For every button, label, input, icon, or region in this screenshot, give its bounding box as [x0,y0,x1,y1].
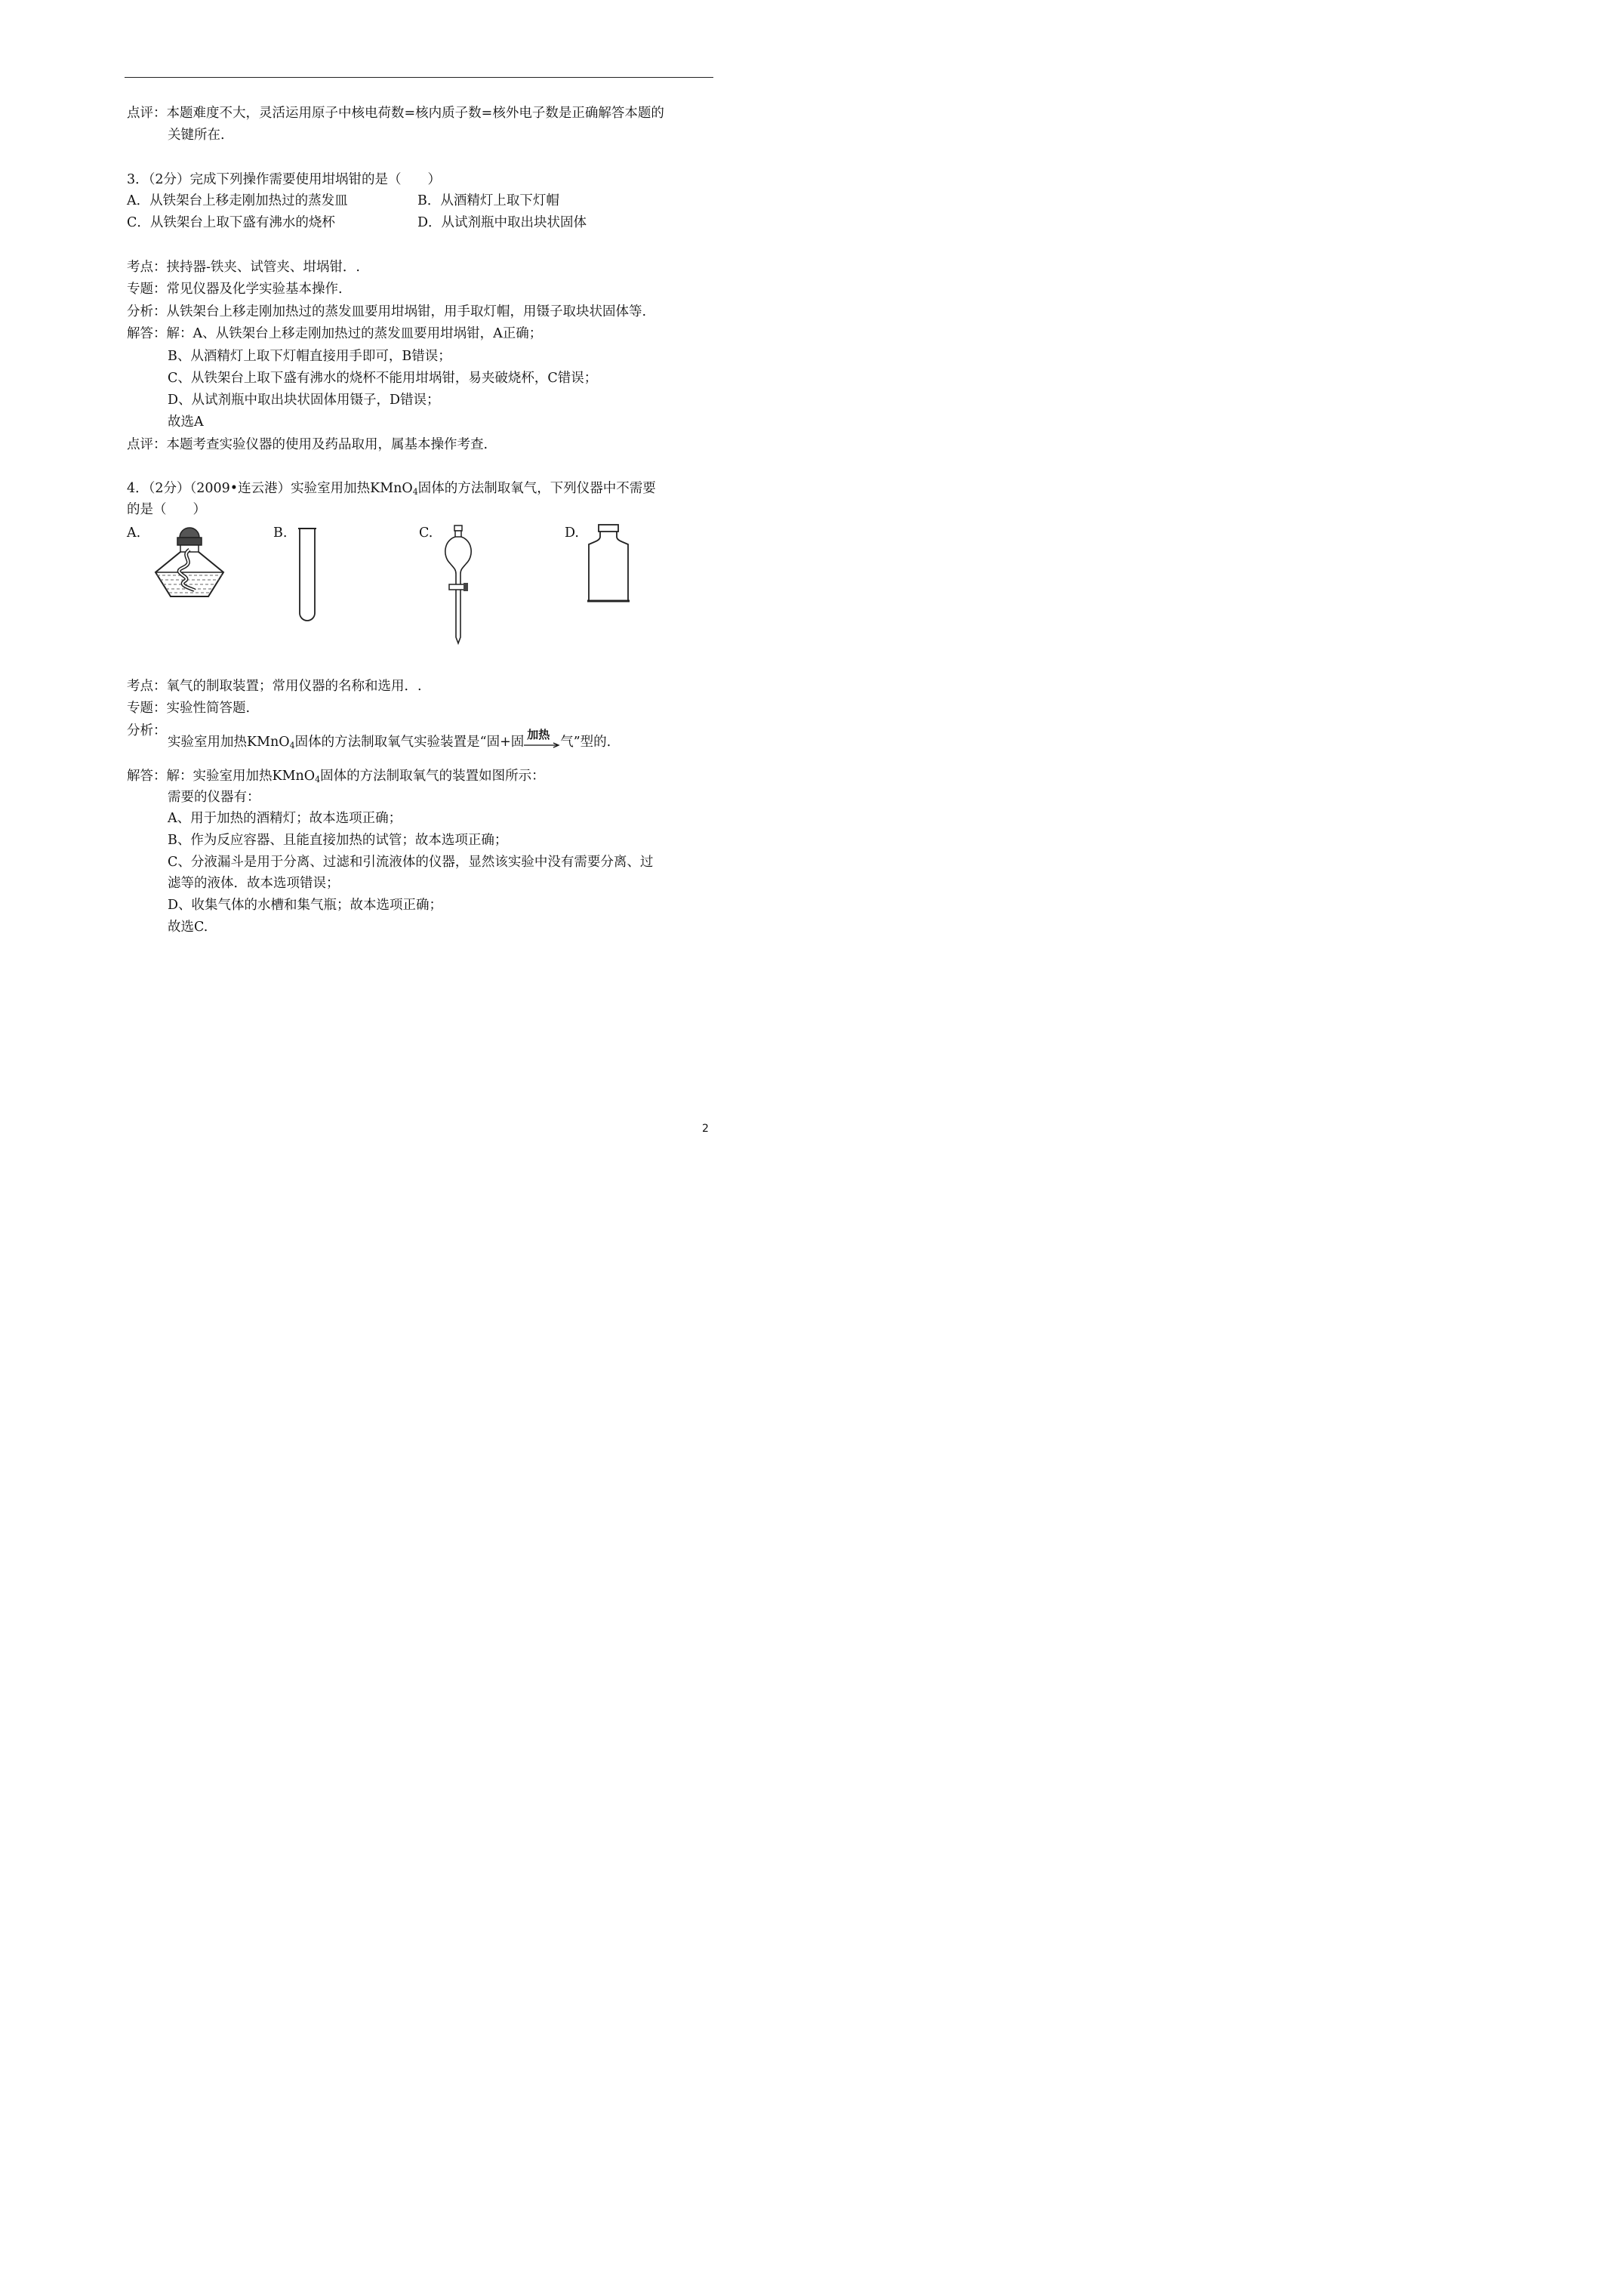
q3-jieda-1: 解答：解：A、从铁架台上移走刚加热过的蒸发皿要用坩埚钳，A正确； [127,326,543,341]
q3-option-a: A．从铁架台上移走刚加热过的蒸发皿 [127,193,348,208]
q4-fenxi-post: 气”型的. [560,735,611,750]
remark-text-2: 关键所在. [168,128,225,143]
subscript-4: 4 [289,741,295,750]
q4-jieda-6: 滤等的液体．故本选项错误； [168,876,340,891]
q3-fenxi: 分析：从铁架台上移走刚加热过的蒸发皿要用坩埚钳，用手取灯帽，用镊子取块状固体等. [127,304,647,319]
subscript-4: 4 [412,487,418,497]
remark-label: 点评： [127,106,167,121]
heating-arrow [524,728,560,751]
fig-label-d: D. [565,525,579,541]
fig-label-c: C. [419,525,433,541]
fig-label-a: A. [127,525,141,541]
subscript-4: 4 [315,775,321,784]
q3-dianping: 点评：本题考查实验仪器的使用及药品取用，属基本操作考查. [127,437,488,452]
q3-jieda-5: 故选A [168,415,204,430]
q3-option-b: B．从酒精灯上取下灯帽 [417,193,559,208]
q3-option-c: C．从铁架台上取下盛有沸水的烧杯 [127,215,335,230]
header-rule [125,77,713,78]
alcohol-lamp-icon [149,522,229,599]
q4-jieda-4: B、作为反应容器、且能直接加热的试管；故本选项正确； [168,833,508,848]
q3-stem: 3．（2分）完成下列操作需要使用坩埚钳的是（ ） [127,172,442,187]
q4-jieda-post: 固体的方法制取氧气的装置如图所示： [320,769,545,784]
q4-zhuanti: 专题：实验性简答题. [127,701,251,716]
q4-fenxi-mid: 固体的方法制取氧气实验装置是“固+固 [294,735,525,750]
fig-label-b: B. [273,525,288,541]
heating-word: 加热 [527,728,550,741]
remark-prev [127,104,664,122]
remark-text-1: 本题难度不大，灵活运用原子中核电荷数=核内质子数=核外电子数是正确解答本题的 [166,106,664,121]
q4-stem-1 [127,479,656,501]
q4-fenxi-label: 分析： [127,723,167,738]
q4-stem-1-pre: 4．（2分）（2009•连云港）实验室用加热KMnO [127,481,413,496]
separatory-funnel-icon [439,524,477,645]
q4-stem-1-post: 固体的方法制取氧气，下列仪器中不需要 [417,481,656,496]
q4-stem-2: 的是（ ） [127,502,206,517]
q4-jieda-3: A、用于加热的酒精灯；故本选项正确； [168,811,402,826]
q3-option-d: D．从试剂瓶中取出块状固体 [417,215,587,230]
q3-zhuanti: 专题：常见仪器及化学实验基本操作. [127,282,343,297]
q4-jieda-7: D、收集气体的水槽和集气瓶；故本选项正确； [168,898,443,913]
q4-fenxi [168,728,611,755]
page-number: 2 [702,1123,709,1135]
q3-jieda-3: C、从铁架台上取下盛有沸水的烧杯不能用坩埚钳，易夹破烧杯，C错误； [168,371,598,386]
q4-jieda-8: 故选C. [168,920,208,935]
q4-kaodian: 考点：氧气的制取装置；常用仪器的名称和选用．. [127,679,422,694]
q3-jieda-2: B、从酒精灯上取下灯帽直接用手即可，B错误； [168,349,451,364]
right-arrow-icon [524,742,560,748]
q4-jieda-2: 需要的仪器有： [168,790,260,805]
q4-jieda-pre: 解答：解：实验室用加热KMnO [127,769,316,784]
test-tube-icon [297,526,317,624]
q4-jieda-1 [127,767,545,789]
q4-jieda-5: C、分液漏斗是用于分离、过滤和引流液体的仪器，显然该实验中没有需要分离、过 [168,855,654,870]
q3-kaodian: 考点：挟持器-铁夹、试管夹、坩埚钳．. [127,260,360,275]
q4-fenxi-pre: 实验室用加热KMnO [168,735,290,750]
gas-bottle-icon [587,523,630,603]
q3-jieda-4: D、从试剂瓶中取出块状固体用镊子，D错误； [168,393,440,408]
